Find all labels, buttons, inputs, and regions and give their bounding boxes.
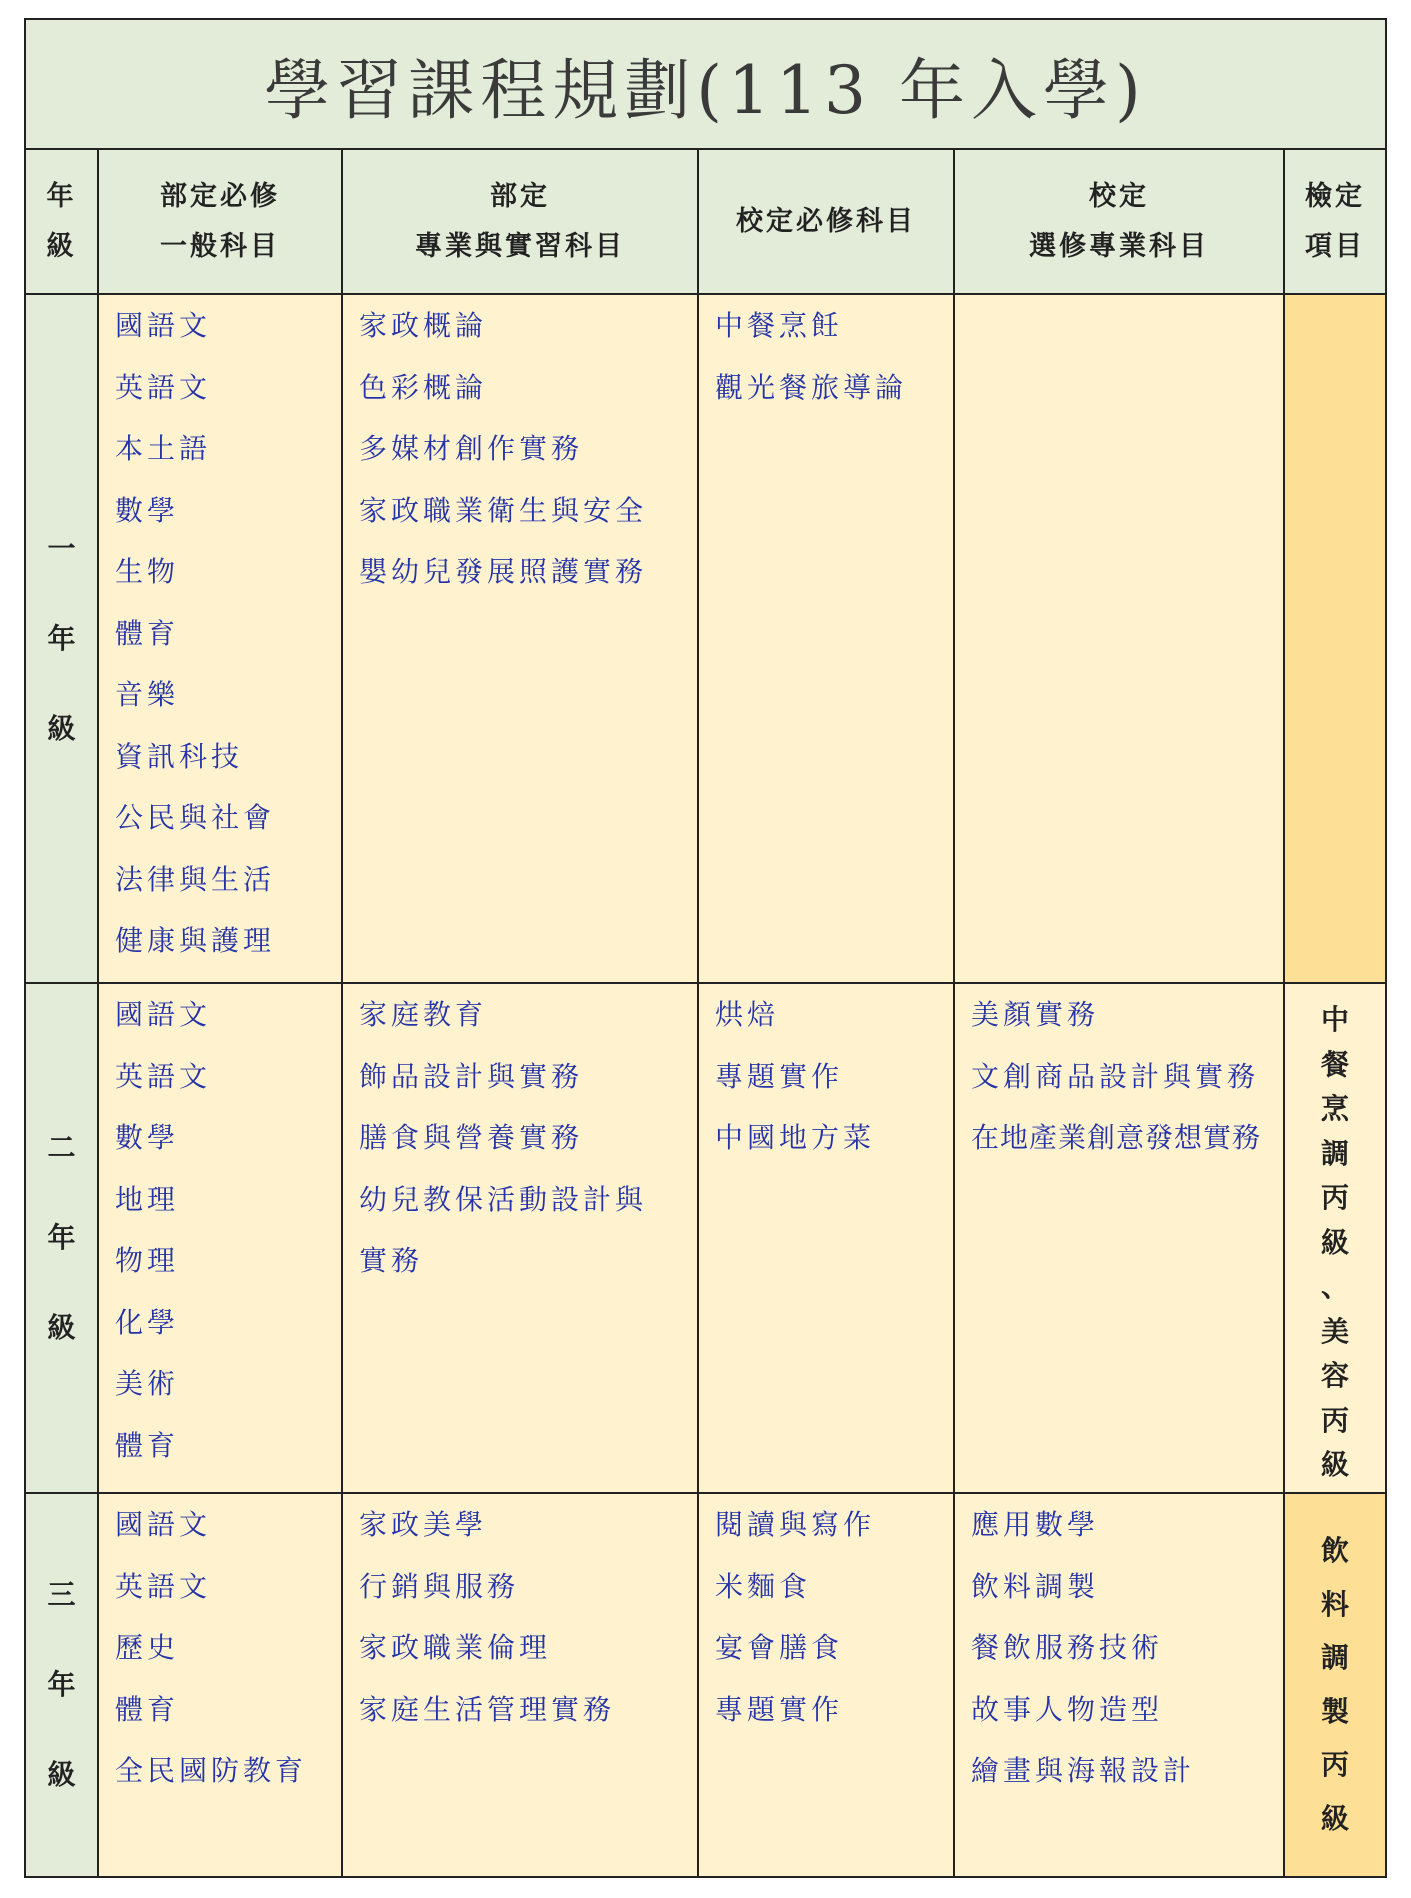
cert-char: 、	[1320, 1270, 1349, 1303]
grade-row-1	[26, 294, 1385, 983]
grade-label	[26, 983, 98, 1493]
curriculum-sheet	[24, 18, 1387, 1878]
cert-char: 美	[1320, 1314, 1349, 1348]
subject-item: 本土語	[115, 432, 212, 465]
subject-item: 在地產業創意發想實務	[971, 1121, 1262, 1154]
subject-item: 地理	[115, 1182, 180, 1216]
subject-item: 歷史	[115, 1631, 180, 1664]
subject-item: 美術	[115, 1367, 180, 1400]
grade-char: 二	[47, 1131, 76, 1164]
school-required-cell	[698, 983, 954, 1493]
subject-item: 家政職業衛生與安全	[359, 493, 648, 527]
cert-char: 調	[1320, 1641, 1349, 1674]
school-elective-cell	[954, 294, 1284, 983]
subject-item: 國語文	[115, 309, 212, 342]
grade-char: 年	[47, 1221, 76, 1254]
grade-label	[26, 1493, 98, 1876]
subject-item: 體育	[115, 1692, 180, 1726]
certification-cell	[1284, 1493, 1385, 1876]
subject-item: 體育	[115, 1428, 180, 1462]
header-row	[26, 150, 1385, 294]
professional-subjects-cell	[342, 983, 698, 1493]
subject-item: 國語文	[115, 1508, 212, 1541]
subject-item: 專題實作	[715, 1692, 844, 1726]
header-line: 部定必修	[160, 180, 280, 212]
grade-char: 三	[47, 1578, 76, 1611]
cert-char: 料	[1320, 1587, 1349, 1621]
subject-item: 多媒材創作實務	[359, 432, 584, 465]
cert-char: 丙	[1320, 1403, 1349, 1437]
subject-item: 中國地方菜	[715, 1121, 876, 1154]
cert-char: 級	[1320, 1225, 1349, 1259]
school-elective-cell	[954, 983, 1284, 1493]
subject-item: 全民國防教育	[115, 1754, 308, 1787]
certification-cell	[1284, 983, 1385, 1493]
subject-item: 音樂	[115, 678, 180, 711]
subject-item: 中餐烹飪	[715, 309, 844, 342]
subject-item: 國語文	[115, 998, 212, 1031]
subject-item: 化學	[115, 1305, 180, 1339]
cert-char: 級	[1320, 1801, 1349, 1835]
subject-item: 嬰幼兒發展照護實務	[359, 555, 648, 588]
subject-item: 數學	[115, 1121, 180, 1154]
subject-item: 家庭生活管理實務	[359, 1692, 616, 1726]
school-required-cell	[698, 294, 954, 983]
subject-item: 資訊科技	[115, 739, 244, 773]
general-subjects-cell	[98, 294, 342, 983]
grade-row-3	[26, 1493, 1385, 1876]
school-required-cell	[698, 1493, 954, 1876]
header-line: 部定	[490, 180, 550, 212]
header-line: 選修專業科目	[1029, 230, 1209, 262]
grade-char: 級	[47, 711, 76, 745]
header-line: 級	[46, 230, 77, 262]
subject-item: 英語文	[115, 1059, 212, 1093]
subject-item: 文創商品設計與實務	[971, 1059, 1260, 1093]
cert-char: 調	[1320, 1136, 1349, 1170]
subject-item: 色彩概論	[359, 370, 488, 404]
header-line: 年	[46, 180, 77, 212]
school-elective-cell	[954, 1493, 1284, 1876]
header-professional-subjects	[342, 150, 698, 294]
header-line: 專業與實習科目	[415, 230, 625, 262]
grade-label	[26, 294, 98, 983]
subject-item: 家政職業倫理	[359, 1631, 552, 1664]
subject-item: 飲料調製	[971, 1569, 1100, 1603]
cert-char: 製	[1320, 1694, 1349, 1728]
subject-item: 應用數學	[971, 1508, 1100, 1541]
subject-item: 美顏實務	[971, 998, 1100, 1031]
subject-item: 行銷與服務	[359, 1569, 520, 1603]
subject-item: 宴會膳食	[715, 1631, 844, 1664]
subject-item: 米麵食	[715, 1569, 812, 1603]
certification-cell	[1284, 294, 1385, 983]
subject-item: 飾品設計與實務	[359, 1059, 584, 1093]
grade-char: 一	[47, 531, 76, 565]
subject-item: 法律與生活	[115, 862, 276, 896]
header-general-subjects	[98, 150, 342, 294]
subject-item: 體育	[115, 616, 180, 650]
subject-item: 物理	[115, 1244, 180, 1277]
subject-item: 生物	[115, 555, 180, 588]
subject-item: 英語文	[115, 1569, 212, 1603]
subject-item: 膳食與營養實務	[359, 1121, 584, 1154]
subject-item: 公民與社會	[115, 801, 276, 834]
subject-item: 餐飲服務技術	[971, 1631, 1164, 1664]
header-grade	[26, 150, 98, 294]
subject-item: 家政概論	[359, 309, 488, 342]
header-certification	[1284, 150, 1385, 294]
header-school-elective	[954, 150, 1284, 294]
subject-item: 繪畫與海報設計	[971, 1754, 1196, 1787]
cert-char: 丙	[1320, 1181, 1349, 1214]
header-line: 校定必修科目	[736, 205, 916, 237]
cert-char: 飲	[1320, 1534, 1349, 1567]
general-subjects-cell	[98, 1493, 342, 1876]
cert-char: 容	[1320, 1359, 1349, 1392]
subject-item: 家庭教育	[359, 998, 488, 1031]
subject-item: 幼兒教保活動設計與實務	[359, 1182, 648, 1277]
professional-subjects-cell	[342, 294, 698, 983]
cert-char: 中	[1320, 1003, 1349, 1036]
grade-char: 年	[47, 621, 76, 655]
professional-subjects-cell	[342, 1493, 698, 1876]
subject-item: 觀光餐旅導論	[715, 370, 908, 404]
header-line: 項目	[1305, 230, 1365, 262]
cert-char: 餐	[1320, 1047, 1349, 1081]
subject-item: 健康與護理	[115, 924, 276, 957]
page-title: 學習課程規劃(113 年入學)	[26, 20, 1385, 150]
subject-item: 閱讀與寫作	[715, 1508, 876, 1541]
grade-char: 級	[47, 1758, 76, 1791]
subject-item: 數學	[115, 493, 180, 527]
grade-char: 年	[47, 1668, 76, 1701]
subject-item: 英語文	[115, 370, 212, 404]
subject-item: 故事人物造型	[971, 1692, 1164, 1726]
cert-char: 丙	[1320, 1748, 1349, 1781]
subject-item: 家政美學	[359, 1508, 488, 1541]
header-line: 校定	[1089, 180, 1149, 212]
header-school-required	[698, 150, 954, 294]
subject-item: 專題實作	[715, 1059, 844, 1093]
subject-item: 烘焙	[715, 998, 780, 1031]
cert-char: 烹	[1320, 1092, 1349, 1125]
grade-char: 級	[47, 1311, 76, 1344]
header-line: 檢定	[1305, 180, 1365, 212]
cert-char: 級	[1320, 1448, 1349, 1481]
header-line: 一般科目	[160, 230, 280, 262]
curriculum-table	[26, 150, 1385, 1876]
general-subjects-cell	[98, 983, 342, 1493]
grade-row-2	[26, 983, 1385, 1493]
